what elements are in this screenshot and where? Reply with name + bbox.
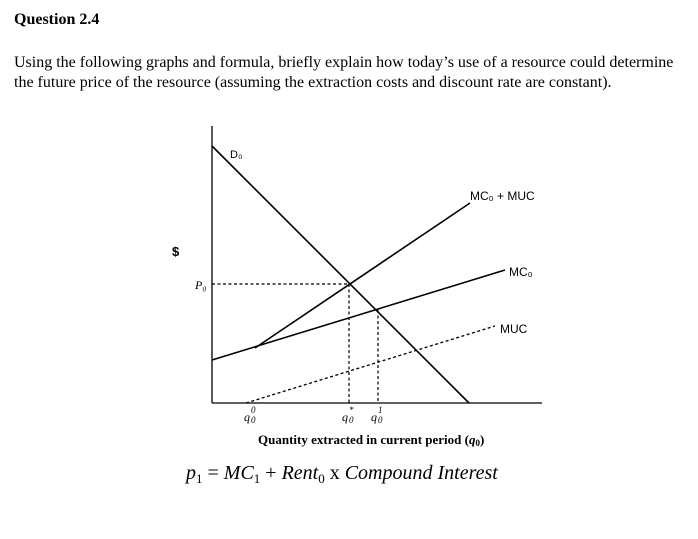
demand-curve bbox=[212, 146, 469, 403]
question-title: Question 2.4 bbox=[14, 11, 100, 28]
svg-text:q: q bbox=[244, 410, 250, 424]
x-axis-label: Quantity extracted in current period (q0) bbox=[258, 432, 485, 448]
svg-text:1: 1 bbox=[378, 405, 383, 415]
svg-text:0: 0 bbox=[378, 415, 383, 425]
y-axis-label: $ bbox=[172, 244, 180, 259]
mc-label: MC₀ bbox=[509, 265, 533, 279]
svg-text:0: 0 bbox=[349, 415, 354, 425]
svg-text:0: 0 bbox=[251, 415, 256, 425]
q0-tick-label bbox=[244, 405, 256, 425]
mc-curve bbox=[212, 270, 505, 360]
price-label: P₀ bbox=[195, 278, 207, 292]
qstar-tick-label bbox=[342, 405, 354, 425]
svg-text:q: q bbox=[371, 410, 377, 424]
svg-text:q: q bbox=[342, 410, 348, 424]
formula: $p_1 = MC_1$ + Rent$_0$ x Compound Interest bbox=[186, 462, 498, 486]
muc-label: MUC bbox=[500, 322, 528, 336]
svg-text:0: 0 bbox=[251, 405, 256, 415]
question-text: Using the following graphs and formula, briefly explain how today’s use of a resource could determine the future price of the resource (assuming the extraction costs and discount rate are constant). bbox=[14, 54, 674, 91]
mc-plus-muc-curve bbox=[255, 203, 470, 348]
demand-label: D₀ bbox=[230, 149, 243, 161]
q1-tick-label bbox=[371, 405, 383, 425]
svg-text:*: * bbox=[349, 405, 354, 415]
mc-muc-label: MC₀ + MUC bbox=[470, 189, 535, 203]
